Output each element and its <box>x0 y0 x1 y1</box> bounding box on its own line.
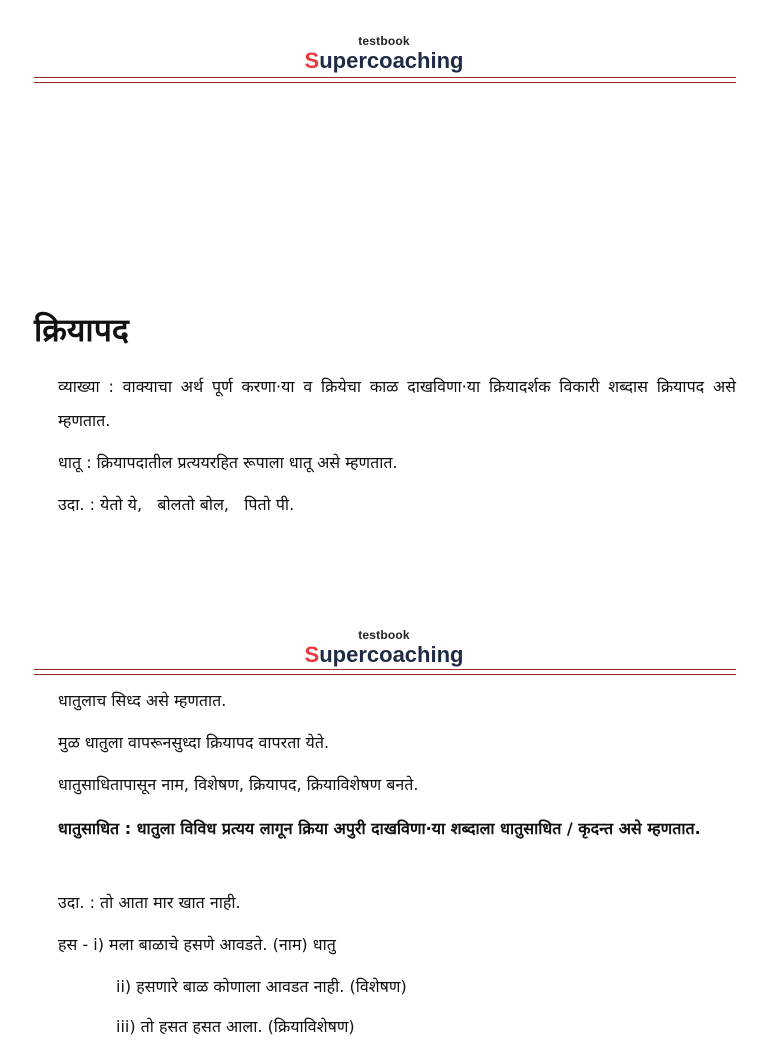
definition-text: व्याख्या : वाक्याचा अर्थ पूर्ण करणा·या व क्रियेचा काळ दाखविणा·या क्रियादर्शक विकारी शब्दास क्रियापद असे म्हणतात. <box>58 377 736 430</box>
header-logo-2 <box>0 628 768 667</box>
brand-rest-2: upercoaching <box>319 642 464 667</box>
brand-supercoaching-2 <box>0 643 768 667</box>
brand-testbook: testbook <box>358 34 410 48</box>
header-rule <box>34 77 736 83</box>
has-example-ii: ii) हसणारे बाळ कोणाला आवडत नाही. (विशेषण) <box>116 977 407 996</box>
page-title: क्रियापद <box>34 311 129 349</box>
line-mul-dhatu: मुळ धातुला वापरूनसुध्दा क्रियापद वापरता येते. <box>58 733 330 752</box>
line-dhatusadhit: धातुसाधितापासून नाम, विशेषण, क्रियापद, क्रियाविशेषण बनते. <box>58 775 419 794</box>
brand-s-2: S <box>304 642 320 667</box>
example-text: उदा. : येतो ये, बोलतो बोल, पितो पी. <box>58 495 295 514</box>
dhatusadhit-definition: धातुसाधित : धातुला विविध प्रत्यय लागून क्रिया अपुरी दाखविणा·या शब्दाला धातुसाधित / कृदन्त असे म्हणतात. <box>58 819 701 838</box>
example-2: उदा. : तो आता मार खात नाही. <box>58 893 241 912</box>
line-siddha: धातुलाच सिध्द असे म्हणतात. <box>58 691 227 710</box>
brand-rest: upercoaching <box>319 48 464 73</box>
dhatu-text: धातू : क्रियापदातील प्रत्ययरहित रूपाला धातू असे म्हणतात. <box>58 453 398 472</box>
brand-s: S <box>304 48 320 73</box>
has-example-i: हस - i) मला बाळाचे हसणे आवडते. (नाम) धातु <box>58 935 336 954</box>
header-rule-2 <box>34 669 736 675</box>
brand-testbook-2: testbook <box>358 628 410 642</box>
header-logo <box>0 34 768 73</box>
brand-supercoaching <box>0 49 768 73</box>
has-example-iii: iii) तो हसत हसत आला. (क्रियाविशेषण) <box>116 1017 355 1036</box>
